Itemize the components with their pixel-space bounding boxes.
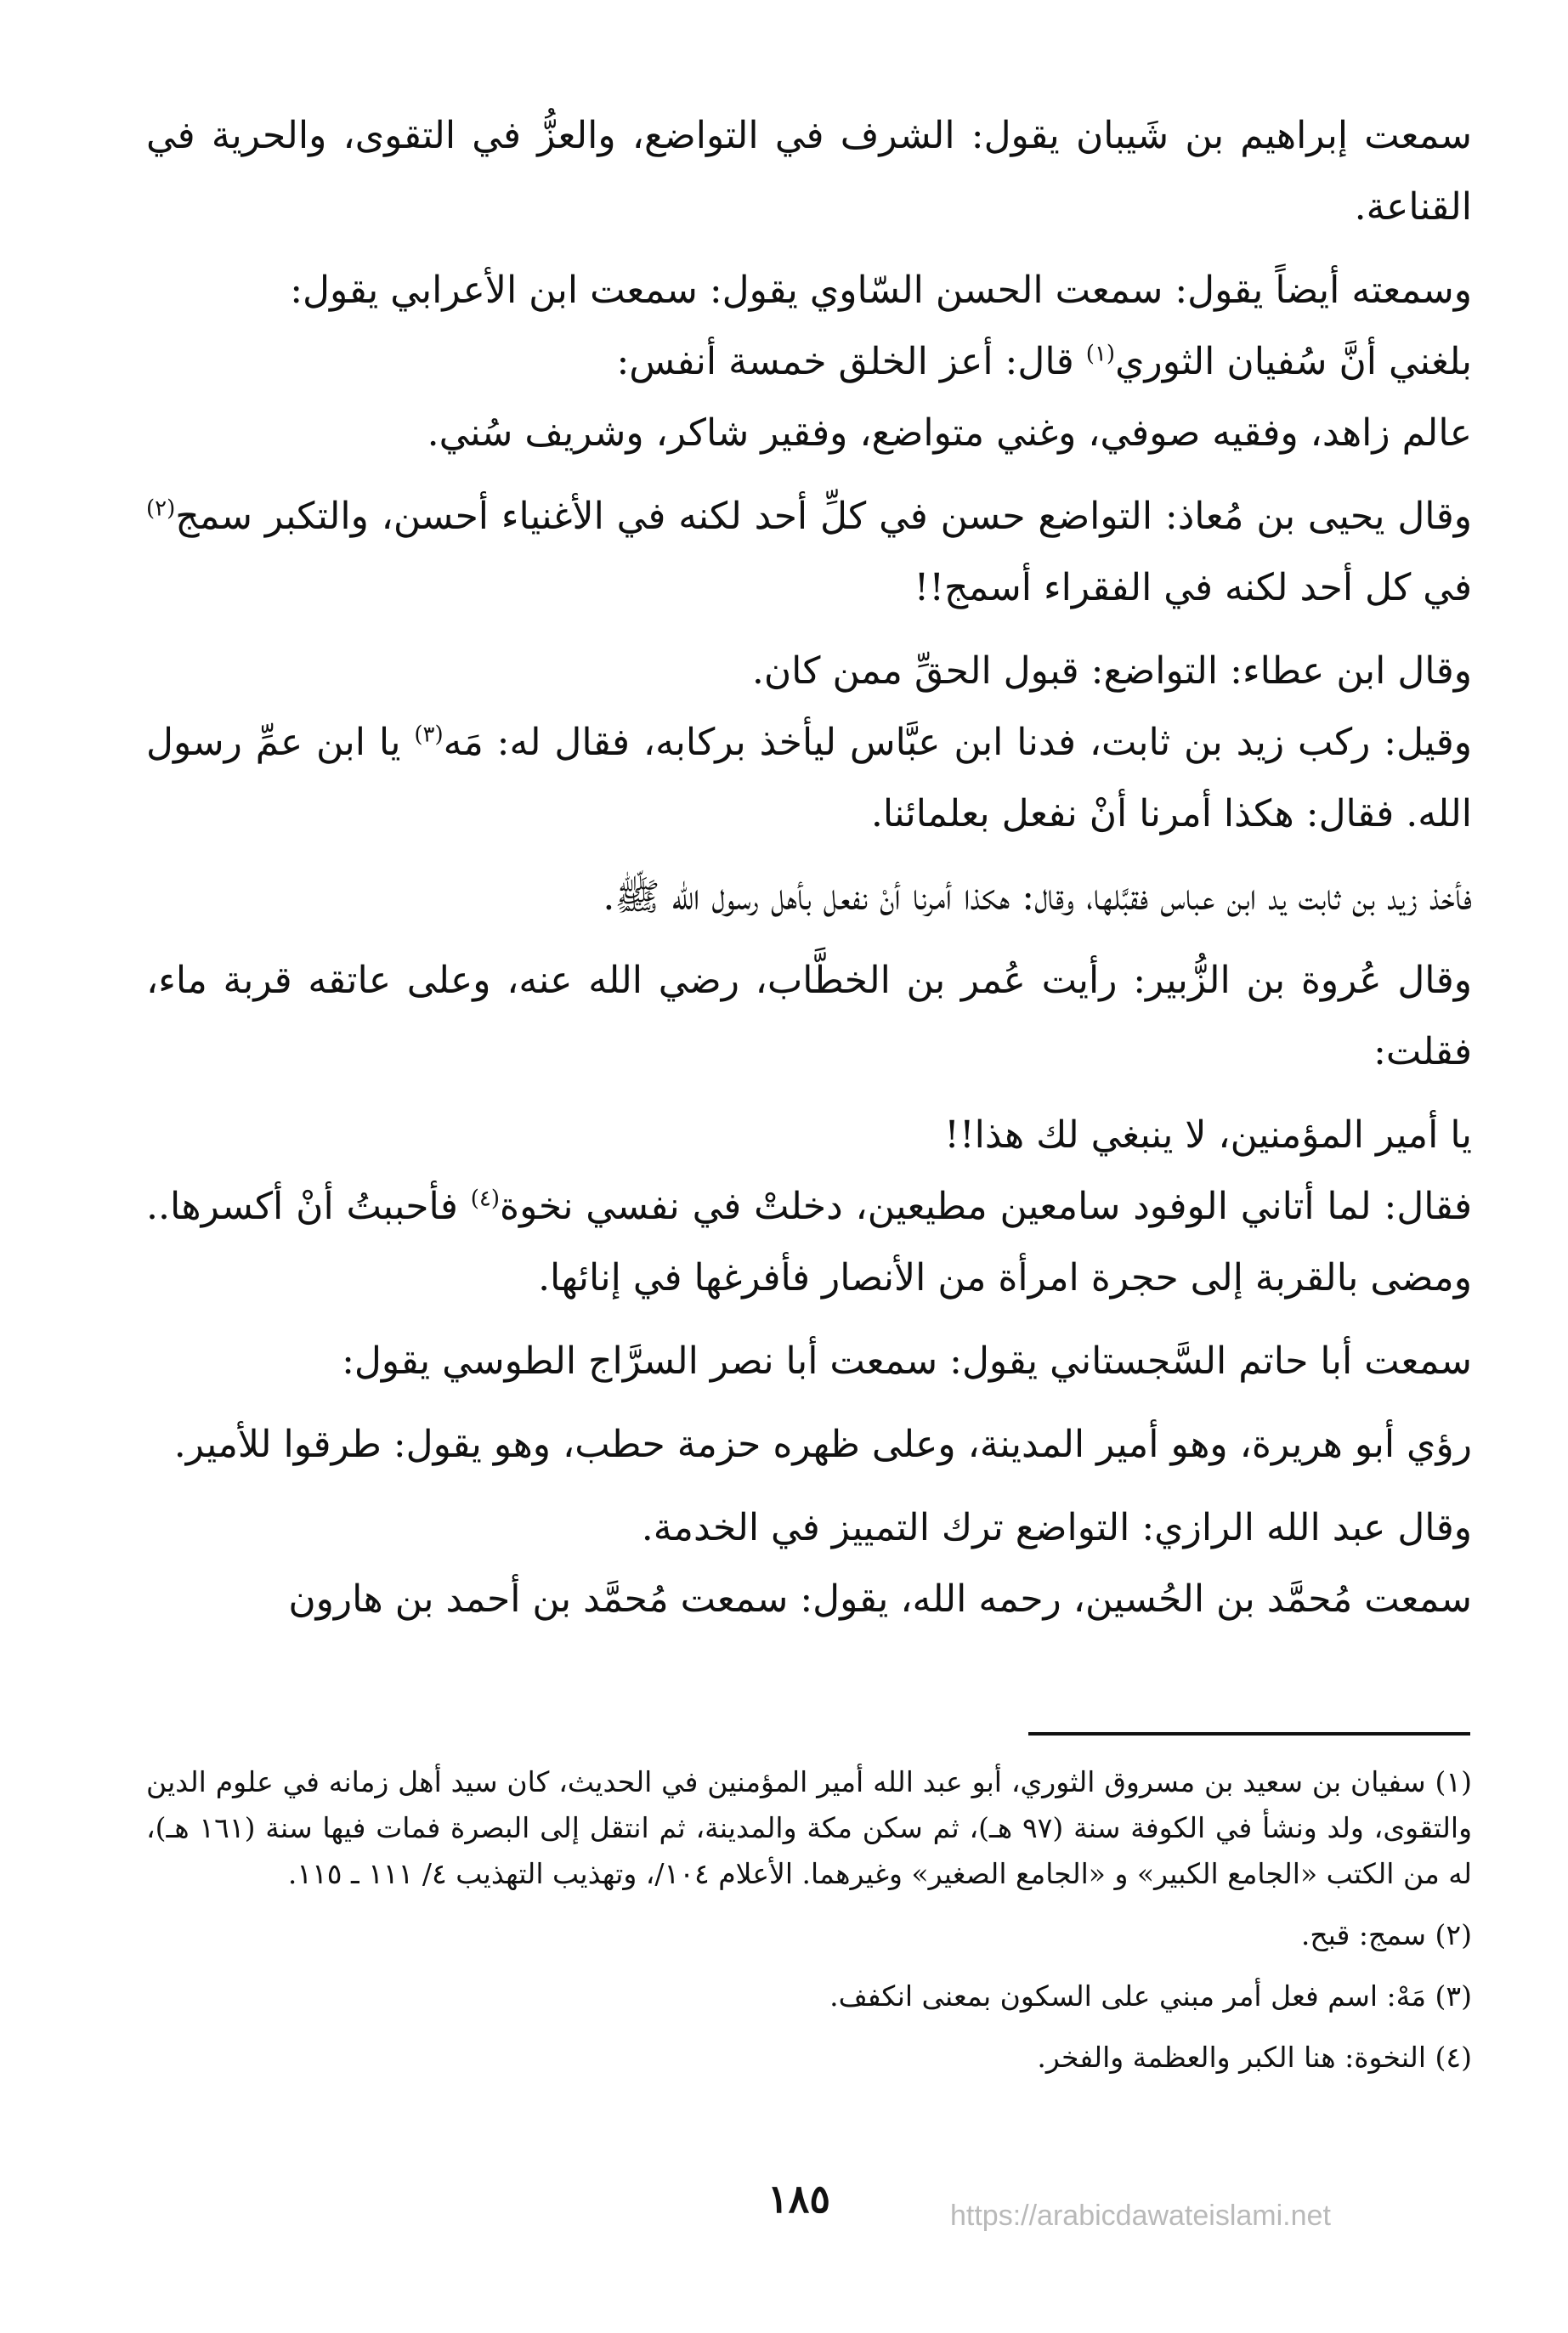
paragraph: وقال عبد الله الرازي: التواضع ترك التمييز في الخدمة.	[641, 1506, 1472, 1549]
footnote: (١) سفيان بن سعيد بن مسروق الثوري، أبو عبد الله أمير المؤمنين في الحديث، كان سيد أهل زمانه في علوم الدين والتقوى، ولد ونشأ في الكوفة سنة (٩٧ هـ)، ثم سكن مكة والمدينة، ثم انتقل إلى البصرة فمات فيها سنة (١٦١ هـ)، له من الكتب «الجامع الكبير» و «الجامع الصغير» وغيرهما. الأعلام ١٠٤/، وتهذيب التهذيب ٤/ ١١١ ـ ١١٥.	[146, 1765, 1473, 1890]
main-text	[146, 100, 1472, 1647]
paragraph: وسمعته أيضاً يقول: سمعت الحسن السّاوي يقول: سمعت ابن الأعرابي يقول:	[290, 269, 1472, 312]
footnote: (٢) سمج: قبح.	[1300, 1918, 1472, 1951]
paragraph-text: يا ابن عمِّ رسول الله. فقال: هكذا أمرنا أنْ نفعل بعلمائنا.	[146, 721, 1472, 835]
paragraph-text: فأحببتُ أنْ أكسرها.. ومضى بالقربة إلى حجرة امرأة من الأنصار فأفرغها في إنائها.	[146, 1185, 1472, 1300]
footnotes	[146, 1759, 1472, 2096]
paragraph-text: بلغني أنَّ سُفيان الثوري	[1115, 340, 1472, 383]
paragraph	[146, 481, 1472, 624]
paragraph-text: في كل أحد لكنه في الفقراء أسمج!!	[914, 566, 1472, 609]
paragraph-text: قال: أعز الخلق خمسة أنفس:	[616, 340, 1086, 383]
paragraph-text: وقيل: ركب زيد بن ثابت، فدنا ابن عبَّاس ليأخذ بركابه، فقال له: مَه	[443, 721, 1472, 764]
footnote-divider	[1028, 1732, 1470, 1736]
paragraph: فأخذ زيد بن ثابت يد ابن عباس فقبَّلها، وقال: هكذا أمرنا أنْ نفعل بأهل رسول الله ﷺ.	[603, 875, 1472, 919]
watermark-url: https://arabicdawateislami.net	[950, 2200, 1331, 2232]
footnote-ref: (٣)	[414, 722, 444, 748]
paragraph: يا أمير المؤمنين، لا ينبغي لك هذا!!	[944, 1113, 1472, 1157]
footnote: (٣) مَهْ: اسم فعل أمر مبني على السكون بمعنى انكفف.	[829, 1979, 1472, 2013]
page-number: ١٨٥	[767, 2176, 831, 2222]
footnote-ref: (٤)	[470, 1186, 501, 1212]
paragraph: عالم زاهد، وفقيه صوفي، وغني متواضع، وفقير شاكر، وشريف سُني.	[427, 411, 1472, 455]
paragraph	[146, 326, 1472, 398]
paragraph: وقال عُروة بن الزُّبير: رأيت عُمر بن الخطَّاب، رضي الله عنه، وعلى عاتقه قربة ماء، فقلت:	[146, 959, 1472, 1073]
paragraph-text: وقال يحيى بن مُعاذ: التواضع حسن في كلِّ أحد لكنه في الأغنياء أحسن، والتكبر سمج	[175, 495, 1472, 538]
paragraph	[146, 707, 1472, 850]
paragraph: سمعت أبا حاتم السَّجستاني يقول: سمعت أبا نصر السرَّاج الطوسي يقول:	[342, 1339, 1472, 1383]
paragraph-text: فقال: لما أتاني الوفود سامعين مطيعين، دخلتْ في نفسي نخوة	[500, 1185, 1472, 1228]
paragraph: وقال ابن عطاء: التواضع: قبول الحقِّ ممن كان.	[751, 649, 1472, 693]
paragraph: سمعت إبراهيم بن شَيبان يقول: الشرف في التواضع، والعزُّ في التقوى، والحرية في القناعة.	[146, 114, 1472, 229]
paragraph	[146, 1171, 1472, 1314]
paragraph: سمعت مُحمَّد بن الحُسين، رحمه الله، يقول: سمعت مُحمَّد بن أحمد بن هارون	[288, 1577, 1472, 1621]
footnote-ref: (١)	[1085, 341, 1116, 367]
footnote-ref: (٢)	[146, 495, 176, 522]
paragraph: رؤي أبو هريرة، وهو أمير المدينة، وعلى ظهره حزمة حطب، وهو يقول: طرقوا للأمير.	[173, 1423, 1472, 1466]
footnote: (٤) النخوة: هنا الكبر والعظمة والفخر.	[1037, 2041, 1472, 2074]
